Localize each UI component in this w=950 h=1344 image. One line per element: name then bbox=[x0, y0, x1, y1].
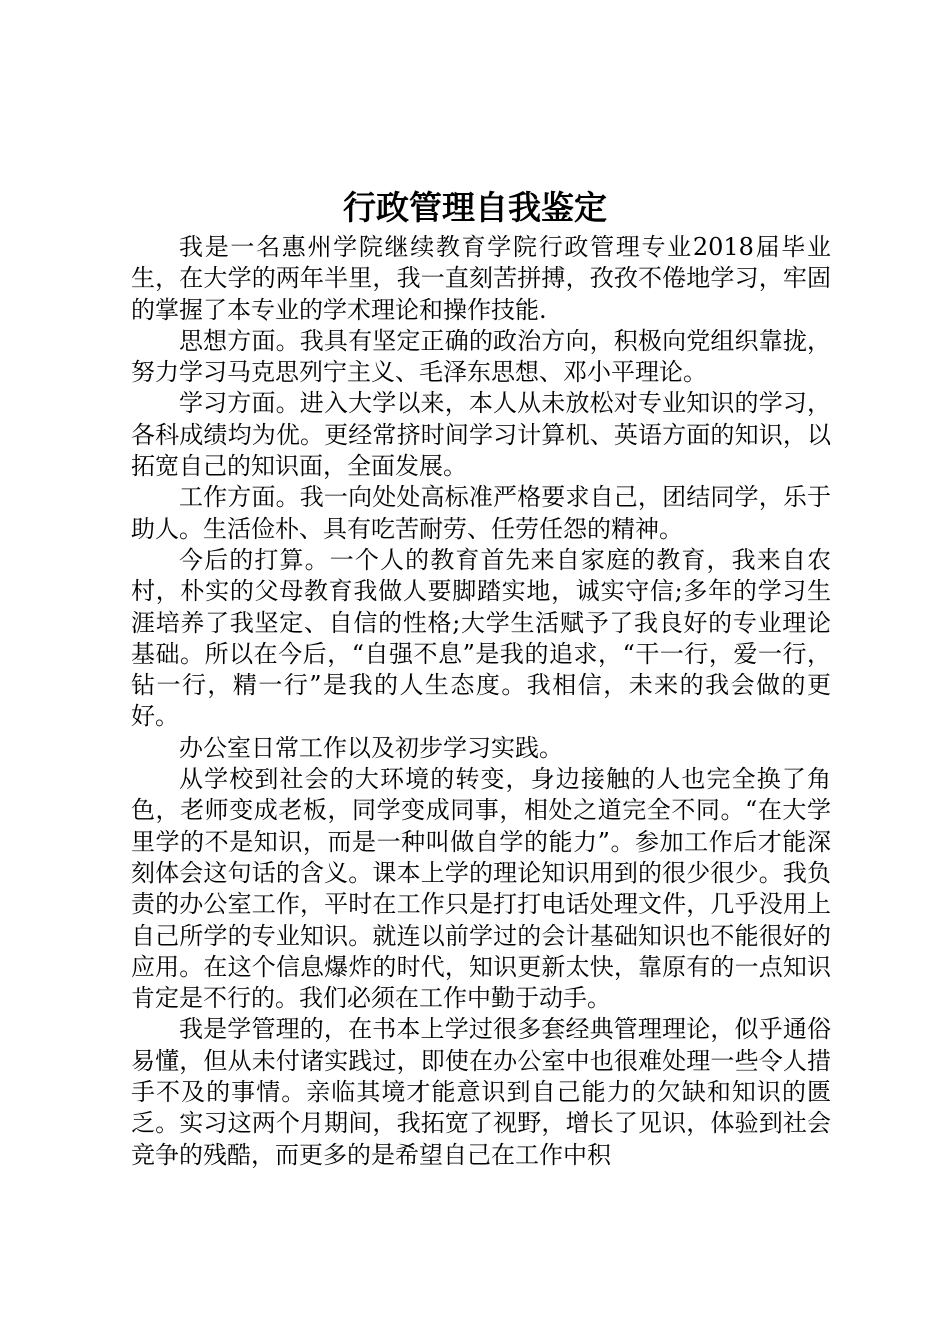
paragraph-work: 工作方面。我一向处处高标准严格要求自己，团结同学，乐于助人。生活俭朴、具有吃苦耐劳、任劳任怨的精神。 bbox=[131, 483, 831, 543]
paragraph-management: 我是学管理的，在书本上学过很多套经典管理理论，似乎通俗易懂，但从未付诸实践过，即使在办公室中也很难处理一些令人措手不及的事情。亲临其境才能意识到自己能力的欠缺和知识的匮乏。实习这两个月期间，我拓宽了视野，增长了见识，体验到社会竞争的残酷，而更多的是希望自己在工作中积 bbox=[131, 1015, 831, 1169]
paragraph-office-heading: 办公室日常工作以及初步学习实践。 bbox=[179, 733, 563, 762]
document-title: 行政管理自我鉴定 bbox=[343, 188, 607, 227]
paragraph-transition: 从学校到社会的大环境的转变，身边接触的人也完全换了角色，老师变成老板，同学变成同事，相处之道完全不同。“在大学里学的不是知识，而是一种叫做自学的能力”。参加工作后才能深刻体会这句话的含义。课本上学的理论知识用到的很少很少。我负责的办公室工作，平时在工作只是打打电话处理文件，几乎没用上自己所学的专业知识。就连以前学过的会计基础知识也不能很好的应用。在这个信息爆炸的时代，知识更新太快，靠原有的一点知识肯定是不行的。我们必须在工作中勤于动手。 bbox=[131, 765, 831, 1013]
paragraph-study: 学习方面。进入大学以来，本人从未放松对专业知识的学习，各科成绩均为优。更经常挤时间学习计算机、英语方面的知识，以拓宽自己的知识面，全面发展。 bbox=[131, 389, 831, 481]
paragraph-intro: 我是一名惠州学院继续教育学院行政管理专业2018届毕业生，在大学的两年半里，我一直刻苦拼搏，孜孜不倦地学习，牢固的掌握了本专业的学术理论和操作技能. bbox=[131, 233, 831, 324]
document-body bbox=[131, 232, 831, 1171]
paragraph-thought: 思想方面。我具有坚定正确的政治方向，积极向党组织靠拢，努力学习马克思列宁主义、毛泽东思想、邓小平理论。 bbox=[131, 326, 831, 387]
paragraph-plans: 今后的打算。一个人的教育首先来自家庭的教育，我来自农村，朴实的父母教育我做人要脚踏实地，诚实守信;多年的学习生涯培养了我坚定、自信的性格;大学生活赋予了我良好的专业理论基础。所以在今后，“自强不息”是我的追求，“干一行，爱一行，钻一行，精一行”是我的人生态度。我相信，未来的我会做的更好。 bbox=[131, 545, 831, 731]
